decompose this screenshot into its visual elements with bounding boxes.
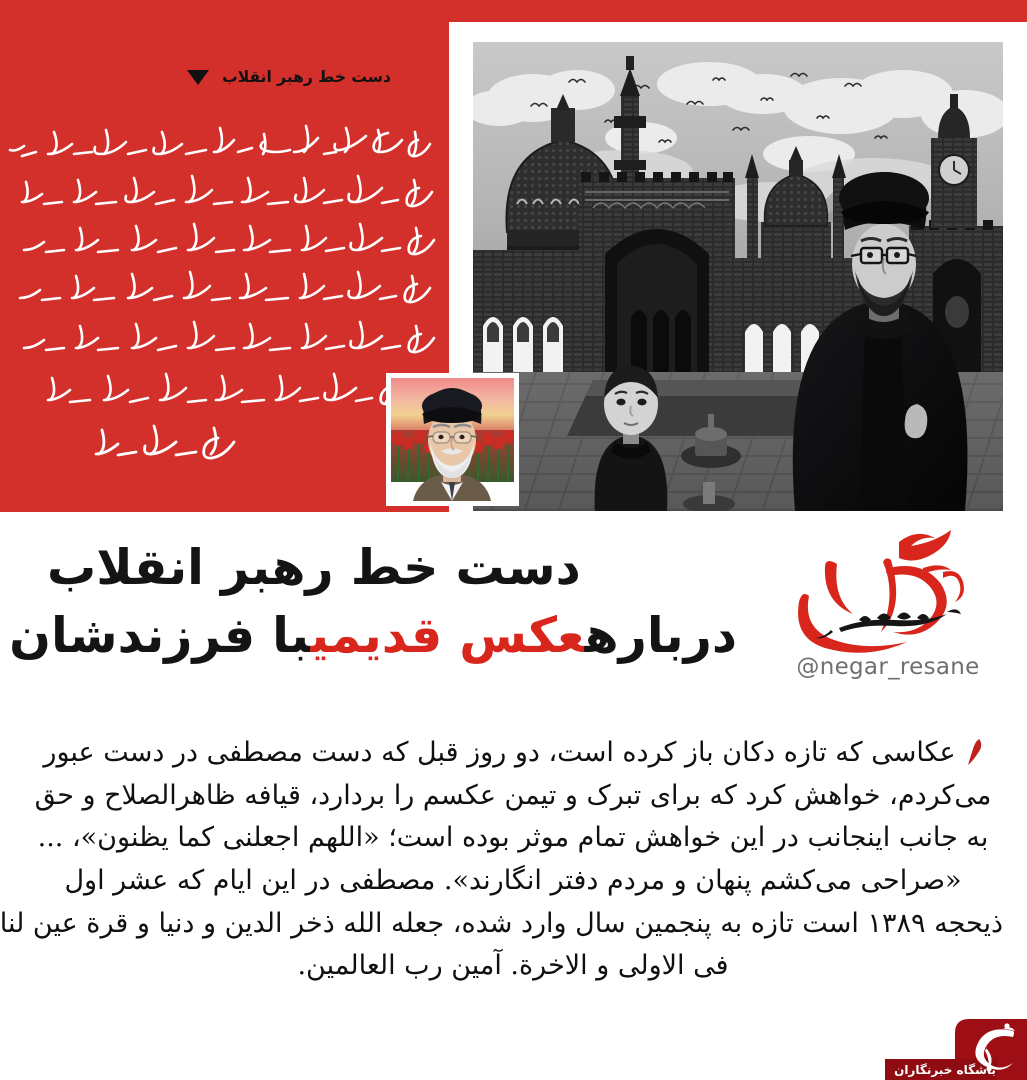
brand-logo[interactable] — [768, 524, 1008, 704]
panel-label — [187, 68, 391, 86]
headline-line-2-accent: عکس قدیمی — [310, 606, 585, 664]
station-badge[interactable] — [885, 1019, 1027, 1080]
badge-caption: باشگاه خبرنگاران — [894, 1063, 996, 1077]
body-line-5: ذیحجه ۱۳۸۹ است تازه به پنجمین سال وارد شده، جعله الله ذخر الدین و دنیا و قرة عین لنا — [0, 907, 1003, 939]
brand-handle[interactable]: @negar_resane — [796, 654, 980, 680]
headline-line-2-post: با فرزندشان — [9, 606, 311, 664]
handwritten-letter — [6, 110, 446, 480]
headline — [9, 536, 737, 667]
body-line-2: می‌کردم، خواهش کرد که برای تبرک و تیمن عکسم را بردارد، قیافه ظاهرالصلاح و حق — [34, 779, 992, 811]
triangle-down-icon — [187, 70, 209, 85]
body-line-4: «صراحی می‌کشم پنهان و مردم دفتر انگارند». مصطفی در این ایام که عشر اول — [64, 864, 962, 896]
headline-line-2 — [9, 604, 737, 668]
headline-line-2-pre: درباره — [584, 606, 737, 664]
body-line-6: فی الاولی و الاخرة. آمین رب العالمین. — [297, 950, 729, 982]
body-line-3: به جانب اینجانب در این خواهش تمام موثر بوده است؛ «اللهم اجعلنی کما یظنون»، ... — [37, 822, 989, 854]
headline-line-1: دست خط رهبر انقلاب — [47, 539, 581, 596]
handwriting-red-panel — [0, 0, 449, 512]
inset-portrait — [386, 373, 519, 506]
historic-photo — [473, 42, 1003, 511]
panel-label-text: دست خط رهبر انقلاب — [222, 68, 391, 86]
red-brush-stroke-icon — [966, 737, 983, 767]
negar-logo-icon — [773, 524, 1003, 660]
body-line-1-text: عکاسی که تازه دکان باز کرده است، دو روز قبل که دست مصطفی در دست عبور — [43, 737, 956, 768]
article-body — [0, 732, 1003, 988]
body-line-1 — [23, 732, 1003, 775]
